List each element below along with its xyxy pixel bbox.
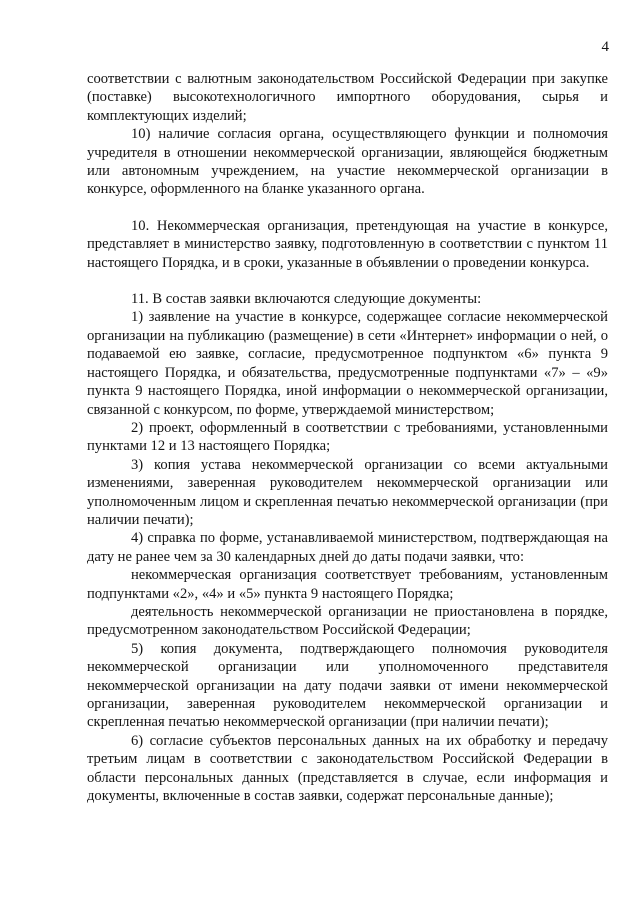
paragraph: некоммерческая организация соответствует требованиям, установленным подпунктами «2», «4» и «5» пункта 9 настоящего Порядка; (87, 567, 608, 602)
paragraph: 10. Некоммерческая организация, претендующая на участие в конкурсе, представляет в министерство заявку, подготовленную в соответствии с пунктом 11 настоящего Порядка, и в сроки, указанные в объявлении о проведении конкурса. (87, 217, 608, 271)
paragraph: 6) согласие субъектов персональных данных на их обработку и передачу третьим лицам в соответствии с законодательством Российской Федерации в области персональных данных (представляется в случае, если информация и документы, включенные в состав заявки, содержат персональные данные); (87, 732, 608, 805)
paragraph: 1) заявление на участие в конкурсе, содержащее согласие некоммерческой организации на публикацию (размещение) в сети «Интернет» информации о ней, о подаваемой ею заявке, согласие, предусмотренное подпунктом «6» пункта 9 настоящего Порядка, и обязательства, предусмотренные подпунктами «7» – «9» пункта 9 настоящего Порядка, иной информации о некоммерческой организации, связанной с конкурсом, по форме, утверждаемой министерством; (87, 309, 608, 418)
paragraph: соответствии с валютным законодательством Российской Федерации при закупке (поставке) высокотехнологичного импортного оборудования, сырья и комплектующих изделий; (87, 71, 608, 124)
paragraph: 2) проект, оформленный в соответствии с требованиями, установленными пунктами 12 и 13 настоящего Порядка; (87, 419, 608, 455)
paragraph: 10) наличие согласия органа, осуществляющего функции и полномочия учредителя в отношении некоммерческой организации, являющейся бюджетным или автономным учреждением, на участие некоммерческой организации в конкурсе, оформленного на бланке указанного органа. (87, 126, 608, 198)
paragraph: 11. В состав заявки включаются следующие документы: (131, 291, 482, 308)
document-body (87, 70, 608, 805)
paragraph: 4) справка по форме, устанавливаемой министерством, подтверждающая на дату не ранее чем за 30 календарных дней до даты подачи заявки, что: (87, 530, 608, 565)
paragraph: 3) копия устава некоммерческой организации со всеми актуальными изменениями, заверенная руководителем некоммерческой организации или уполномоченным лицом и скрепленная печатью некоммерческой организации (при наличии печати); (87, 456, 608, 528)
paragraph: 5) копия документа, подтверждающего полномочия руководителя некоммерческой организации или уполномоченного представителя некоммерческой организации на дату подачи заявки от имени некоммерческой организации, заверенная руководителем некоммерческой организации и скрепленная печатью некоммерческой организации (при наличии печати); (87, 640, 608, 731)
page-number: 4 (601, 39, 609, 55)
paragraph: деятельность некоммерческой организации не приостановлена в порядке, предусмотренном законодательством Российской Федерации; (87, 603, 608, 639)
